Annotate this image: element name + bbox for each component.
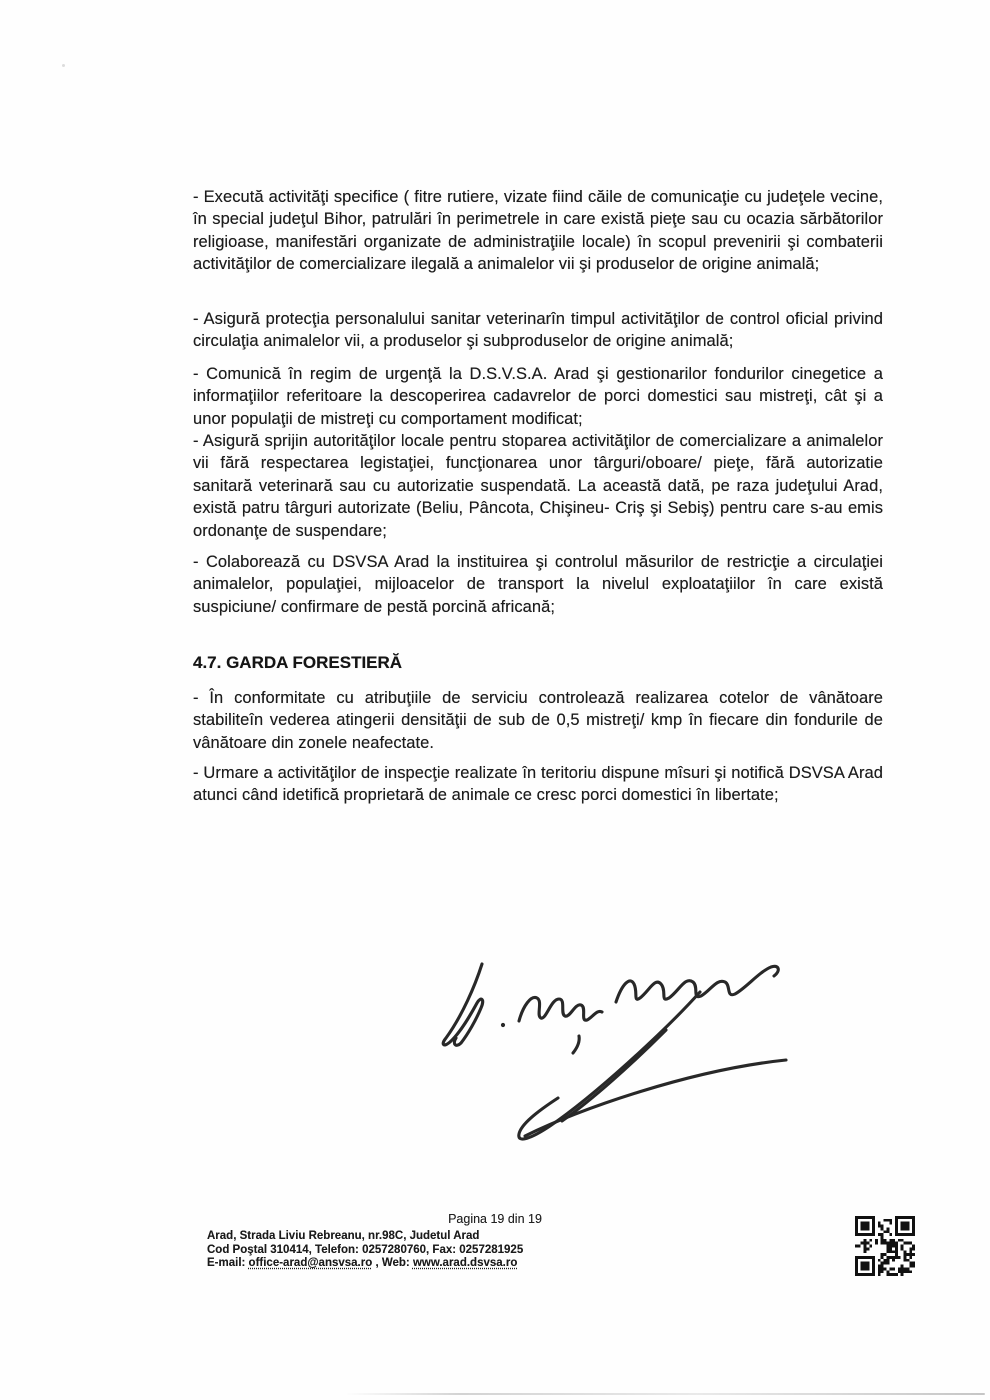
web-link[interactable]: www.arad.dsvsa.ro [412,1257,518,1269]
bullet-paragraph: - Asigură sprijin autorităţilor locale pentru stoparea activităţilor de comercializare a animalelor vii fără respectarea legistaţiei, funcţionarea unor târguri/oboare/ pieţe, fără autorizatie sanitară veterinară sau cu autorizatie suspendată. La această dată, pe raza judeţului Arad, există patru târguri autorizate (Beliu, Pâncota, Chişineu- Criş şi Sebiş) pentru care s-au emis ordonanţe de suspendare; [193,432,883,540]
bullet-paragraph: - În conformitate cu atribuţiile de serviciu controlează realizarea cotelor de vânătoare stabiliteîn vederea atingerii densităţii de sub de 0,5 mistreţi/ kmp în fiecare din fondurile de vânătoare din zonele neafectate. [193,689,883,752]
scan-speck [62,64,65,67]
bullet-paragraph: - Colaborează cu DSVSA Arad la instituirea şi controlul măsurilor de restricţie a circulaţiei animalelor, populaţiei, mijloacelor de transport la nivelul exploataţiilor în care există suspiciune/ confirmare de pestă porcină africană; [193,553,883,616]
web-label: , Web: [372,1257,413,1269]
page-number: Pagina 19 din 19 [448,1212,542,1226]
handwritten-signature-icon [428,948,794,1153]
address-line: Arad, Strada Liviu Rebreanu, nr.98C, Judetul Arad [207,1230,480,1242]
email-label: E-mail: [207,1257,249,1269]
qr-code-icon [855,1216,915,1276]
footer-address-block [207,1230,687,1271]
section-heading: 4.7. GARDA FORESTIERĂ [193,653,403,672]
email-link[interactable]: office-arad@ansvsa.ro [248,1257,373,1269]
scan-artifact-line [345,1393,985,1395]
bullet-paragraph: - Comunică în regim de urgenţă la D.S.V.S.A. Arad şi gestionarilor fondurilor cinegetice a informaţiilor referitoare la descoperirea cadavrelor de porci domestici sau mistreţi, cât şi a unor populaţii de mistreţi cu comportament modificat; [193,365,883,428]
bullet-paragraph: - Asigură protecţia personalului sanitar veterinarîn timpul activităţilor de control oficial privind circulaţia animalelor vii, a produselor şi subproduselor de origine animală; [193,310,883,351]
contact-line [207,1257,687,1271]
bullet-paragraph: - Urmare a activităţilor de inspecţie realizate în teritoriu dispune mîsuri şi notifică DSVSA Arad atunci când idetifică proprietară de animale ce cresc porci domestici în libertate; [193,764,883,805]
address-line: Cod Poştal 310414, Telefon: 0257280760, Fax: 0257281925 [207,1243,524,1256]
bullet-paragraph: - Execută activităţi specifice ( fitre rutiere, vizate fiind căile de comunicaţie cu judeţele vecine, în special judeţul Bihor, patrulări în perimetrele in care există pieţe sau cu ocazia sărbătorilor religioase, manifestări organizate de administraţiile locale) în scopul prevenirii şi combaterii activităţilor de comercializare ilegală a animalelor vii şi produselor de origine animală; [193,188,883,274]
